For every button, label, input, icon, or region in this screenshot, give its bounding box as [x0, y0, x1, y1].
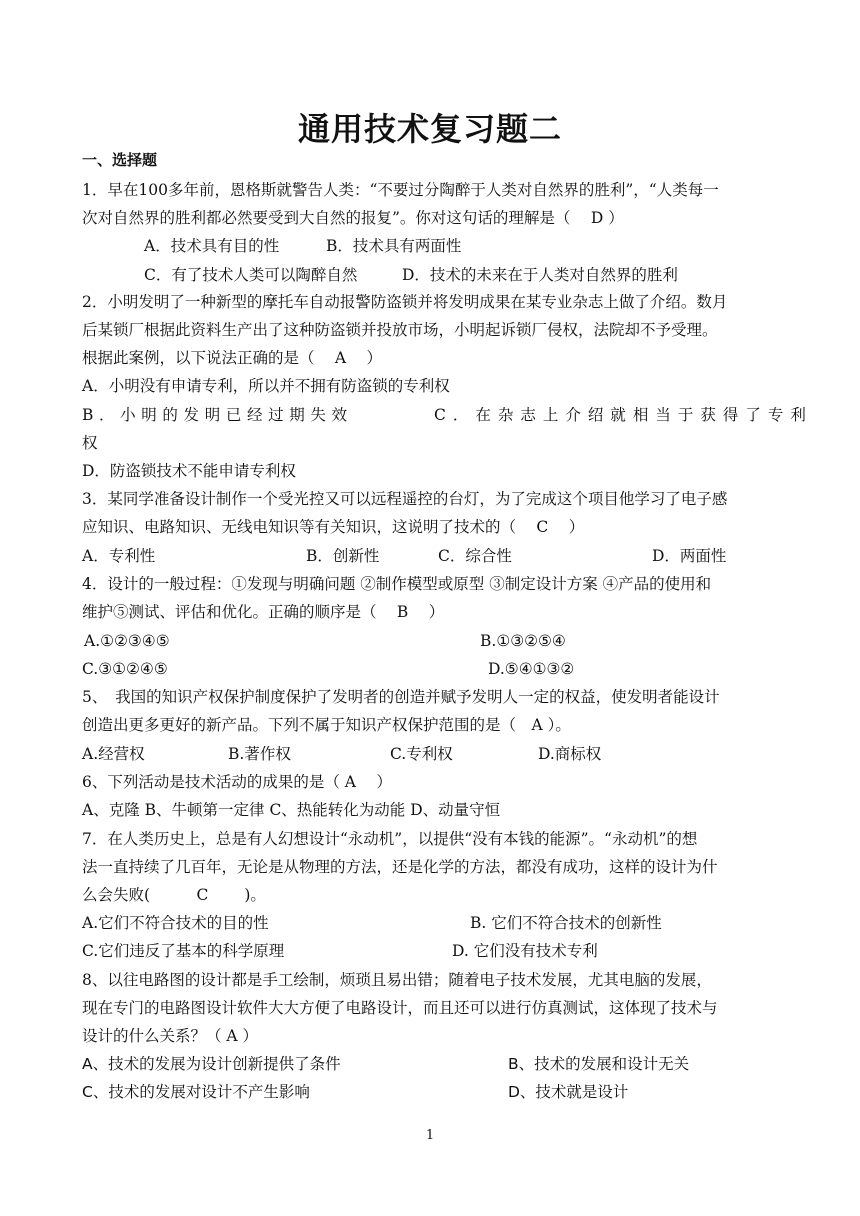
- question-5-option-c: C.专利权: [390, 745, 453, 763]
- question-7-line-2: 法一直持续了几百年，无论是从物理的方法，还是化学的方法，都没有成功，这样的设计为什: [82, 858, 718, 876]
- question-4-option-d: D.⑤④①③②: [488, 660, 575, 678]
- question-2-option-a: A．小明没有申请专利，所以并不拥有防盗锁的专利权: [82, 377, 450, 395]
- question-4-line-1: 4．设计的一般过程：①发现与明确问题 ②制作模型或原型 ③制定设计方案 ④产品的使用和: [82, 575, 712, 593]
- question-7-option-d: D. 它们没有技术专利: [452, 942, 598, 960]
- question-7-line-1: 7．在人类历史上，总是有人幻想设计“永动机”，以提供“没有本钱的能源”。“永动机”的想: [82, 830, 698, 848]
- question-7-option-b: B. 它们不符合技术的创新性: [470, 914, 662, 932]
- page-number: 1: [425, 1128, 435, 1143]
- question-2-line-2: 后某锁厂根据此资料生产出了这种防盗锁并投放市场，小明起诉锁厂侵权，法院却不予受理。: [82, 321, 718, 339]
- question-8-line-2: 现在专门的电路图设计软件大大方便了电路设计，而且还可以进行仿真测试，这体现了技术与: [82, 999, 718, 1017]
- question-2-line-1: 2．小明发明了一种新型的摩托车自动报警防盗锁并将发明成果在某专业杂志上做了介绍。数月: [82, 293, 728, 311]
- question-3-line-2: 应知识、电路知识、无线电知识等有关知识，这说明了技术的（ C ）: [82, 518, 585, 536]
- question-4-option-c: C.③①②④⑤: [82, 660, 168, 678]
- question-1-option-a: A．技术具有目的性: [144, 237, 280, 255]
- question-2-option-c-wrap: 权: [82, 434, 98, 452]
- question-3-option-d: D．两面性: [652, 547, 727, 565]
- question-8-option-c: C、技术的发展对设计不产生影响: [82, 1083, 310, 1101]
- question-5-option-d: D.商标权: [538, 745, 602, 763]
- question-6-line-1: 6、下列活动是技术活动的成果的是（ A ）: [82, 773, 392, 791]
- question-2-line-3: 根据此案例，以下说法正确的是（ A ）: [82, 349, 383, 367]
- question-4-option-a: A.①②③④⑤: [84, 632, 170, 650]
- question-2-option-c: C．在杂志上介绍就相当于获得了专利: [434, 406, 813, 424]
- question-5-option-b: B.著作权: [228, 745, 291, 763]
- question-2-option-d: D．防盗锁技术不能申请专利权: [82, 462, 296, 480]
- question-8-line-1: 8、以往电路图的设计都是手工绘制，烦琐且易出错；随着电子技术发展，尤其电脑的发展，: [82, 971, 712, 989]
- page-title: 通用技术复习题二: [297, 110, 562, 148]
- question-1-option-c: C．有了技术人类可以陶醉自然: [144, 266, 358, 284]
- question-3-option-c: C．综合性: [438, 547, 512, 565]
- question-8-option-b: B、技术的发展和设计无关: [508, 1055, 690, 1073]
- question-5-line-1: 5、 我国的知识产权保护制度保护了发明者的创造并赋予发明人一定的权益，使发明者能设计: [82, 688, 720, 706]
- question-4-line-2: 维护⑤测试、评估和优化。正确的顺序是（ B ）: [82, 603, 445, 621]
- question-3-option-b: B．创新性: [306, 547, 380, 565]
- question-3-option-a: A．专利性: [82, 547, 156, 565]
- question-4-option-b: B.①③②⑤④: [480, 632, 566, 650]
- question-1-line-1: 1．早在100多年前，恩格斯就警告人类：“不要过分陶醉于人类对自然界的胜利”，“人类每一: [82, 181, 719, 199]
- question-7-line-3: 么会失败( C )。: [82, 886, 266, 904]
- question-8-option-d: D、技术就是设计: [508, 1083, 629, 1101]
- question-7-option-a: A.它们不符合技术的目的性: [82, 914, 269, 932]
- question-7-option-c: C.它们违反了基本的科学原理: [82, 942, 285, 960]
- question-1-option-b: B．技术具有两面性: [326, 237, 462, 255]
- question-8-option-a: A、技术的发展为设计创新提供了条件: [82, 1055, 341, 1073]
- question-1-option-d: D．技术的未来在于人类对自然界的胜利: [402, 266, 678, 284]
- section-heading: 一、选择题: [82, 151, 158, 169]
- question-5-line-2: 创造出更多更好的新产品。下列不属于知识产权保护范围的是（ A ）。: [82, 716, 571, 734]
- question-8-line-3: 设计的什么关系？（ A ）: [82, 1027, 259, 1045]
- question-5-option-a: A.经营权: [82, 745, 145, 763]
- question-2-option-b: B．小明的发明已经过期失效: [82, 406, 352, 424]
- question-6-options: A、克隆 B、牛顿第一定律 C、热能转化为动能 D、动量守恒: [82, 801, 501, 819]
- question-1-line-2: 次对自然界的胜利都必然要受到大自然的报复”。你对这句话的理解是（ D ）: [82, 209, 624, 227]
- question-3-line-1: 3．某同学准备设计制作一个受光控又可以远程遥控的台灯，为了完成这个项目他学习了电子感: [82, 490, 728, 508]
